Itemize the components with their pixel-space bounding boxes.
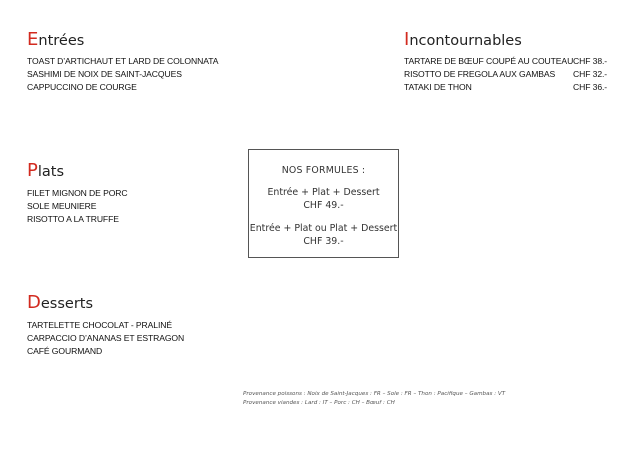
dish-item: CAPPUCCINO DE COURGE: [27, 81, 137, 92]
dish-item: CARPACCIO D’ANANAS ET ESTRAGON: [27, 332, 185, 343]
provenance-viandes: Provenance viandes : Lard : IT – Porc : CH – Bœuf : CH: [243, 400, 395, 406]
entrees-list: [27, 55, 218, 93]
dish-price: CHF 36.-: [573, 81, 608, 92]
dish-item: [404, 68, 609, 81]
dish-item: [404, 81, 609, 94]
dish-name: TARTARE DE BŒUF COUPÉ AU COUTEAU: [404, 56, 574, 66]
formule-option: [249, 222, 398, 248]
section-initial: D: [27, 292, 41, 313]
dish-item: SOLE MEUNIERE: [27, 200, 97, 211]
plats-list: [27, 187, 128, 225]
section-title-rest: ntrées: [38, 33, 85, 49]
section-title-rest: lats: [37, 164, 65, 180]
section-title-rest: esserts: [40, 296, 94, 312]
dish-item: RISOTTO A LA TRUFFE: [27, 213, 119, 224]
provenance-poissons: Provenance poissons : Noix de Saint-Jacques : FR – Sole : FR – Thon : Pacifique – Gambas : VT: [243, 391, 506, 397]
formule-price: CHF 49.-: [303, 200, 344, 212]
section-initial: I: [404, 29, 410, 50]
dish-item: FILET MIGNON DE PORC: [27, 188, 128, 198]
formule-option: [249, 186, 398, 212]
provenance-note: [243, 390, 505, 408]
dish-price: CHF 32.-: [573, 68, 608, 79]
formules-box: [248, 149, 399, 258]
section-initial: E: [27, 29, 39, 50]
formule-label: Entrée + Plat + Dessert: [267, 187, 380, 199]
dish-item: [404, 55, 609, 68]
dish-item: TOAST D’ARTICHAUT ET LARD DE COLONNATA: [27, 56, 219, 66]
dish-item: TARTELETTE CHOCOLAT - PRALINÉ: [27, 320, 172, 330]
incontournables-list: [404, 55, 609, 93]
formule-label: Entrée + Plat ou Plat + Dessert: [249, 222, 398, 234]
section-title-incontournables: [404, 31, 522, 49]
formules-title: NOS FORMULES :: [281, 165, 366, 176]
dish-item: CAFÉ GOURMAND: [27, 345, 103, 356]
dish-item: SASHIMI DE NOIX DE SAINT-JACQUES: [27, 68, 182, 79]
section-title-rest: ncontournables: [409, 33, 522, 49]
dish-name: TATAKI DE THON: [404, 81, 472, 92]
desserts-list: [27, 319, 184, 357]
dish-name: RISOTTO DE FREGOLA AUX GAMBAS: [404, 68, 556, 79]
section-initial: P: [27, 160, 38, 181]
section-title-desserts: [27, 294, 93, 312]
dish-price: CHF 38.-: [573, 56, 608, 66]
section-title-plats: [27, 162, 64, 180]
formule-price: CHF 39.-: [303, 235, 344, 247]
section-title-entrees: [27, 31, 84, 49]
